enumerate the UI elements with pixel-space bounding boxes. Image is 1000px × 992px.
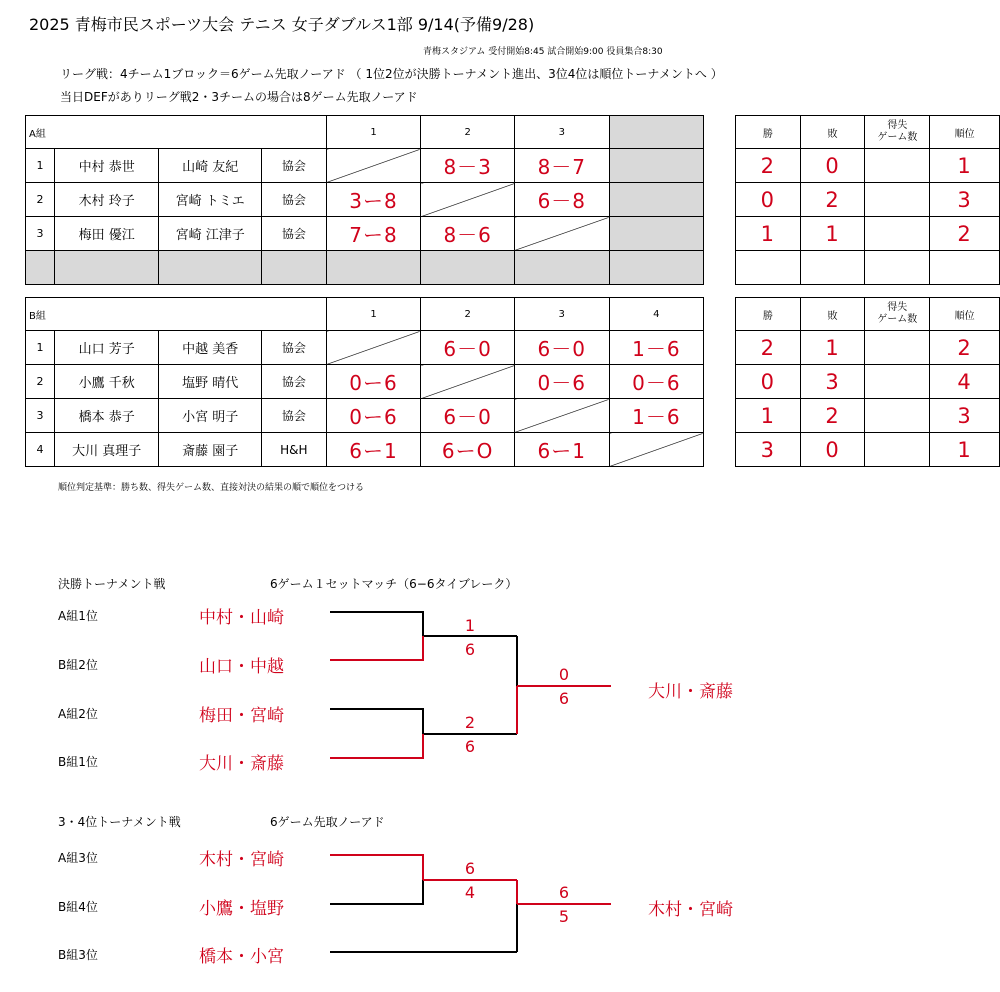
team-name: 橋本・小宮 [199,947,284,967]
diagonal-cell [326,149,421,183]
score-cell: 6ー1 [514,433,609,467]
score-cell: 0－6 [609,365,704,399]
wins: 2 [735,331,800,365]
seed-label: A組1位 [58,609,98,623]
gray-cell [609,116,704,149]
rank: 2 [930,331,1000,365]
empty-cell [930,251,1000,285]
empty-cell [800,251,865,285]
player-2: 斎藤 園子 [159,433,262,467]
winner-name: 大川・斎藤 [648,682,733,702]
loss-header: 敗 [800,298,865,331]
games-diff [865,331,930,365]
score-cell: 6－0 [421,331,515,365]
gray-cell [261,251,326,285]
team-no: 2 [26,183,55,217]
score-cell: 6－0 [514,331,609,365]
rank: 1 [930,149,1000,183]
games-diff [865,433,930,467]
wins: 1 [735,399,800,433]
gray-cell [326,251,421,285]
club: 協会 [261,217,326,251]
club: 協会 [261,331,326,365]
player-2: 小宮 明子 [159,399,262,433]
games-diff [865,399,930,433]
table-row [26,183,1000,217]
club: 協会 [261,365,326,399]
diagonal-cell [421,365,515,399]
table-row [26,217,1000,251]
team-no: 1 [26,331,55,365]
team-name: 木村・宮崎 [199,850,284,870]
spacer [704,251,736,285]
score-value: 2 [464,713,476,732]
games-diff [865,149,930,183]
group-a-label: A組 [26,116,327,149]
gray-cell [609,217,704,251]
losses: 0 [800,433,865,467]
losses: 0 [800,149,865,183]
wins: 0 [735,365,800,399]
team-name: 梅田・宮崎 [199,706,284,726]
gray-cell [159,251,262,285]
score-cell: 8－7 [514,149,609,183]
league-rule: リーグ戦：4チーム1ブロック＝6ゲーム先取ノーアド （ 1位2位が決勝トーナメント進出、3位4位は順位トーナメントへ ） [60,67,723,81]
col-header-3: 3 [514,116,609,149]
score-cell: 6－0 [421,399,515,433]
final-bracket-title: 決勝トーナメント戦 [58,577,166,591]
group-b-label: B組 [26,298,327,331]
club: H&H [261,433,326,467]
wins: 2 [735,149,800,183]
games-diff [865,365,930,399]
score-value: 6 [464,737,476,756]
page-title: 2025 青梅市民スポーツ大会 テニス 女子ダブルス1部 9/14(予備9/28) [29,15,535,34]
venue-info: 青梅スタジアム 受付開始8:45 試合開始9:00 役員集合8:30 [423,47,663,57]
col-header-2: 2 [421,116,515,149]
club: 協会 [261,183,326,217]
table-row [26,365,1000,399]
col-header-4: 4 [609,298,704,331]
spacer [704,217,736,251]
gray-cell [609,183,704,217]
score-cell: 8－3 [421,149,515,183]
col-header-1: 1 [326,116,421,149]
seed-label: B組1位 [58,755,98,769]
games-diff [865,183,930,217]
rank: 3 [930,183,1000,217]
wins: 3 [735,433,800,467]
score-value: 1 [464,616,476,635]
rank: 1 [930,433,1000,467]
empty-cell [735,251,800,285]
score-value: 6 [558,689,570,708]
player-1: 中村 恭世 [54,149,159,183]
table-row [26,331,1000,365]
spacer [704,433,736,467]
team-name: 大川・斎藤 [199,754,284,774]
seed-label: B組3位 [58,948,98,962]
diagonal-cell [326,331,421,365]
score-cell: 7ー8 [326,217,421,251]
player-1: 梅田 優江 [54,217,159,251]
score-value: 4 [464,883,476,902]
player-1: 大川 真理子 [54,433,159,467]
table-row-empty [26,251,1000,285]
col-header-1: 1 [326,298,421,331]
score-cell: 0ー6 [326,399,421,433]
games-header: 得失 ゲーム数 [865,298,930,331]
player-1: 山口 芳子 [54,331,159,365]
rank-header: 順位 [930,116,1000,149]
player-2: 塩野 晴代 [159,365,262,399]
spacer [704,183,736,217]
seed-label: A組2位 [58,707,98,721]
winner-name: 木村・宮崎 [648,900,733,920]
diagonal-cell [514,217,609,251]
seed-label: B組4位 [58,900,98,914]
gray-cell [609,251,704,285]
table-row [26,149,1000,183]
rank: 3 [930,399,1000,433]
seed-label: A組3位 [58,851,98,865]
place-bracket-format: 6ゲーム先取ノーアド [270,815,385,829]
ranking-note: 順位判定基準：勝ち数、得失ゲーム数、直接対決の結果の順で順位をつける [58,483,365,493]
score-value: 6 [464,859,476,878]
score-cell: 6ー1 [326,433,421,467]
team-name: 小鷹・塩野 [199,899,284,919]
gray-cell [26,251,55,285]
spacer [704,365,736,399]
col-header-2: 2 [421,298,515,331]
team-no: 2 [26,365,55,399]
group-a-table [25,115,1000,285]
score-cell: 1－6 [609,331,704,365]
wins: 0 [735,183,800,217]
losses: 2 [800,183,865,217]
score-cell: 8－6 [421,217,515,251]
score-cell: 0ー6 [326,365,421,399]
gray-cell [609,149,704,183]
gray-cell [421,251,515,285]
group-b-table [25,297,1000,467]
team-name: 中村・山崎 [199,608,284,628]
score-cell: 1－6 [609,399,704,433]
spacer [704,298,736,331]
score-value: 6 [464,640,476,659]
games-header: 得失 ゲーム数 [865,116,930,149]
diagonal-cell [421,183,515,217]
player-2: 山崎 友紀 [159,149,262,183]
seed-label: B組2位 [58,658,98,672]
club: 協会 [261,399,326,433]
final-bracket-format: 6ゲーム１セットマッチ（6−6タイブレーク） [270,577,518,591]
win-header: 勝 [735,116,800,149]
team-name: 山口・中越 [199,657,284,677]
player-2: 宮崎 トミエ [159,183,262,217]
win-header: 勝 [735,298,800,331]
score-cell: 6－8 [514,183,609,217]
gray-cell [54,251,159,285]
empty-cell [865,251,930,285]
club: 協会 [261,149,326,183]
team-no: 3 [26,399,55,433]
table-row [26,433,1000,467]
games-diff [865,217,930,251]
losses: 1 [800,331,865,365]
player-1: 木村 玲子 [54,183,159,217]
player-2: 宮崎 江津子 [159,217,262,251]
team-no: 3 [26,217,55,251]
team-no: 4 [26,433,55,467]
player-1: 小鷹 千秋 [54,365,159,399]
place-bracket-title: 3・4位トーナメント戦 [58,815,181,829]
default-rule: 当日DEFがありリーグ戦2・3チームの場合は8ゲーム先取ノーアド [60,90,418,104]
score-value: 5 [558,907,570,926]
player-2: 中越 美香 [159,331,262,365]
col-header-3: 3 [514,298,609,331]
spacer [704,399,736,433]
losses: 2 [800,399,865,433]
rank-header: 順位 [930,298,1000,331]
score-cell: 3ー8 [326,183,421,217]
wins: 1 [735,217,800,251]
spacer [704,116,736,149]
spacer [704,331,736,365]
team-no: 1 [26,149,55,183]
rank: 4 [930,365,1000,399]
score-value: 6 [558,883,570,902]
losses: 1 [800,217,865,251]
score-cell: 0－6 [514,365,609,399]
diagonal-cell [514,399,609,433]
player-1: 橋本 恭子 [54,399,159,433]
gray-cell [514,251,609,285]
spacer [704,149,736,183]
score-value: 0 [558,665,570,684]
losses: 3 [800,365,865,399]
table-row [26,399,1000,433]
loss-header: 敗 [800,116,865,149]
diagonal-cell [609,433,704,467]
rank: 2 [930,217,1000,251]
score-cell: 6ーO [421,433,515,467]
